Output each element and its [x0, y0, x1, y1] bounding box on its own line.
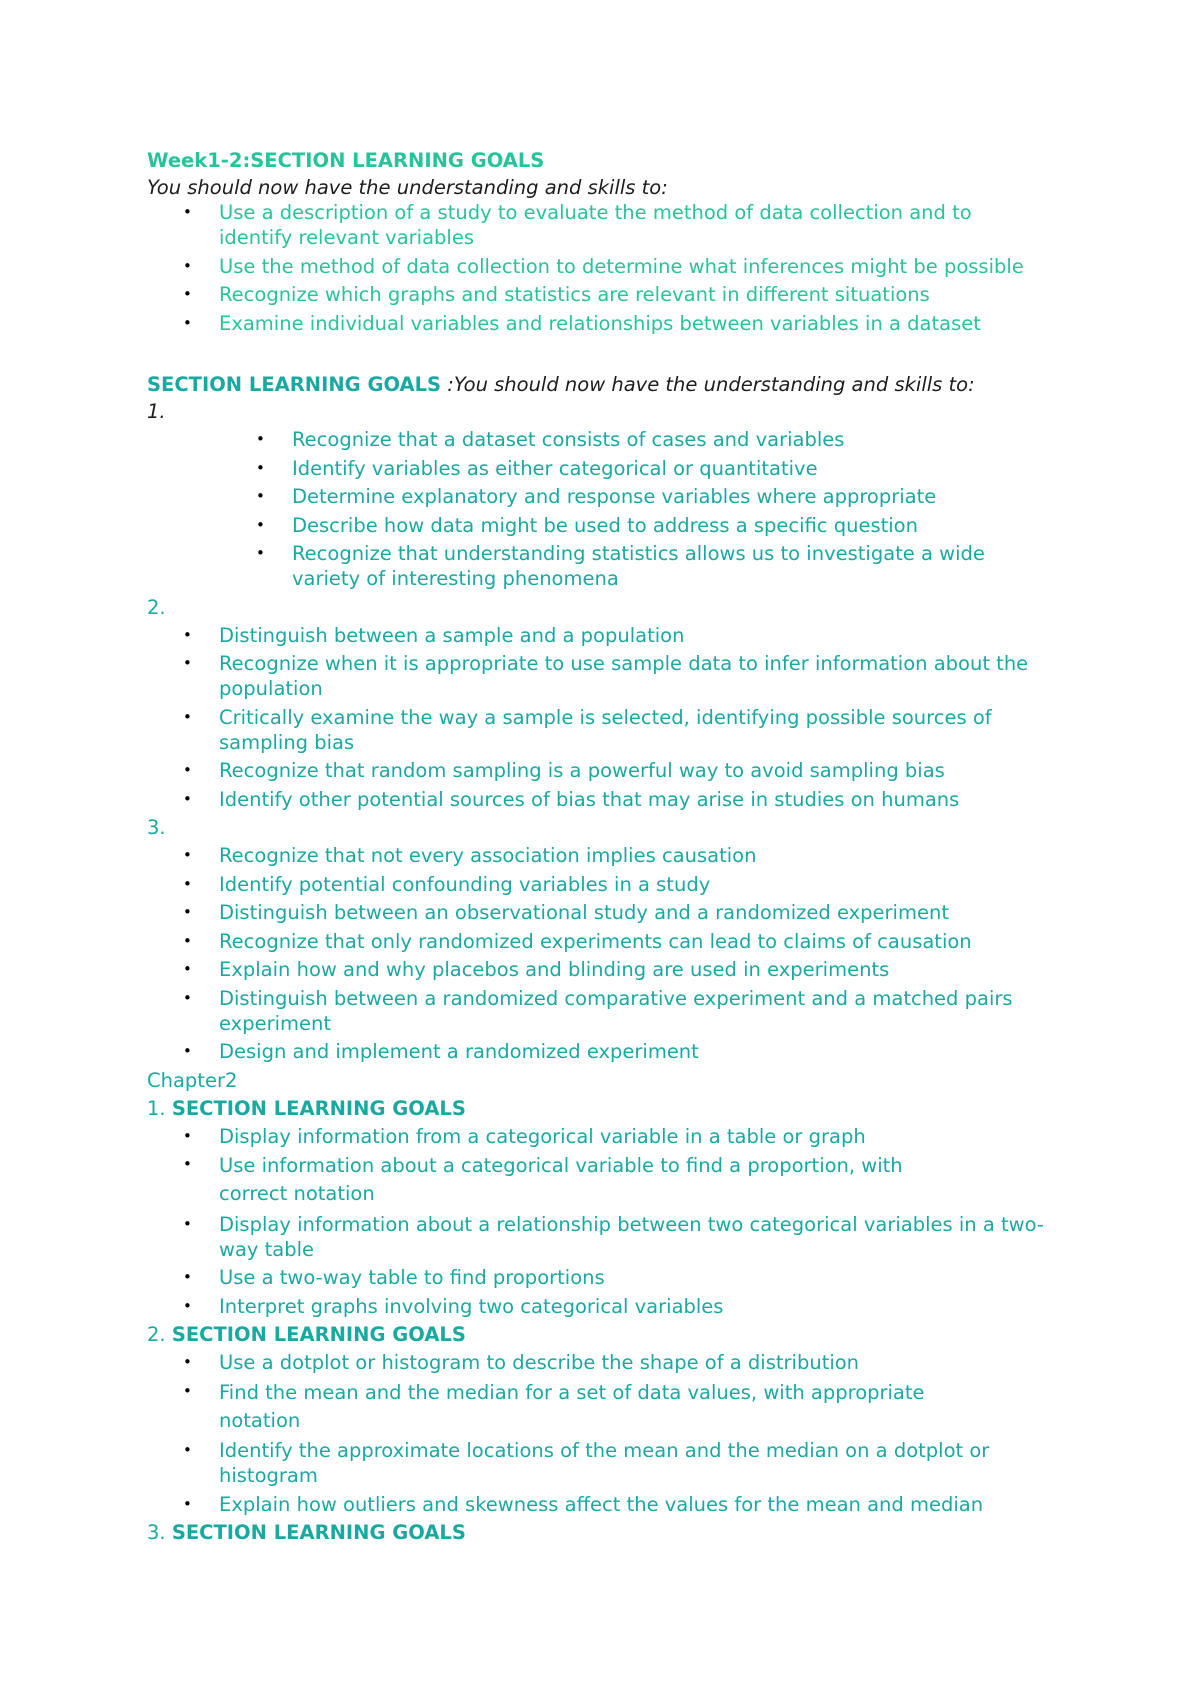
bullet-icon: • — [183, 1268, 192, 1286]
bullet-icon: • — [256, 515, 265, 534]
week-heading: Week1-2:SECTION LEARNING GOALS — [147, 149, 545, 172]
bullet-icon: • — [183, 931, 192, 950]
list-item: • Critically examine the way a sample is selected, identifying possible sources of sampling bias — [183, 705, 992, 754]
bullet-icon: • — [183, 1155, 192, 1173]
bullet-icon: • — [256, 487, 265, 505]
bullet-icon: • — [183, 313, 192, 332]
list-item: • Use a two-way table to find proportions — [183, 1266, 605, 1289]
part-number: 2. — [147, 595, 166, 619]
bullet-icon: • — [183, 707, 192, 726]
list-item: • Distinguish between a sample and a population — [183, 623, 685, 647]
list-item: • Find the mean and the median for a set of data values, with appropriate notation — [183, 1380, 925, 1432]
bullet-icon: • — [183, 1381, 192, 1400]
bullet-icon: • — [183, 789, 192, 808]
bullet-icon: • — [183, 846, 192, 864]
bullet-icon: • — [183, 988, 192, 1007]
chapter-section-heading: 2. SECTION LEARNING GOALS — [147, 1323, 466, 1346]
chapter-section-heading: 3. SECTION LEARNING GOALS — [147, 1521, 466, 1544]
week-goal-list — [147, 200, 1107, 336]
list-item: • Recognize that random sampling is a powerful way to avoid sampling bias — [183, 759, 945, 782]
bullet-icon: • — [183, 1494, 192, 1513]
section-heading-line — [147, 372, 1107, 397]
list-item: • Recognize which graphs and statistics are relevant in different situations — [183, 283, 930, 306]
bullet-icon: • — [183, 1126, 192, 1145]
list-item: • Use a description of a study to evaluate the method of data collection and to identify relevant variables — [183, 201, 972, 249]
bullet-icon: • — [256, 430, 265, 448]
week-intro: You should now have the understanding and skills to: — [147, 176, 668, 199]
list-item: • Design and implement a randomized experiment — [183, 1040, 699, 1063]
bullet-icon: • — [256, 544, 265, 562]
document-content — [147, 148, 1107, 1545]
chapter-title: Chapter2 — [147, 1068, 238, 1092]
list-item: • Recognize that not every association implies causation — [183, 844, 757, 867]
bullet-icon: • — [183, 1214, 192, 1233]
bullet-icon: • — [183, 1441, 192, 1459]
list-item: • Identify the approximate locations of the mean and the median on a dotplot or histogram — [183, 1439, 990, 1487]
list-item: • Describe how data might be used to address a specific question — [256, 513, 918, 537]
chapter-section-heading: 1. SECTION LEARNING GOALS — [147, 1096, 466, 1120]
list-item: • Interpret graphs involving two categorical variables — [183, 1294, 724, 1318]
part-3-goal-list — [147, 843, 1107, 1064]
bullet-icon: • — [183, 874, 192, 893]
chapter2-section-1-list — [147, 1124, 1107, 1319]
part-number: 1. — [147, 400, 166, 423]
list-item: • Explain how and why placebos and blinding are used in experiments — [183, 958, 890, 981]
bullet-icon: • — [183, 1296, 192, 1315]
list-item: • Recognize that a dataset consists of cases and variables — [256, 428, 845, 451]
bullet-icon: • — [183, 256, 192, 275]
bullet-icon: • — [183, 285, 192, 303]
list-item: • Display information from a categorical variable in a table or graph — [183, 1124, 866, 1148]
list-item: • Determine explanatory and response variables where appropriate — [256, 485, 937, 508]
bullet-icon: • — [183, 654, 192, 672]
list-item: • Distinguish between a randomized comparative experiment and a matched pairs experiment — [183, 986, 1013, 1035]
list-item: • Use the method of data collection to determine what inferences might be possible — [183, 254, 1024, 278]
list-item: • Distinguish between an observational study and a randomized experiment — [183, 901, 949, 924]
spacer — [147, 339, 1107, 372]
list-item: • Use a dotplot or histogram to describe the shape of a distribution — [183, 1351, 860, 1374]
part-2-goal-list — [147, 623, 1107, 812]
list-item: • Display information about a relationship between two categorical variables in a two-way table — [183, 1212, 1044, 1261]
bullet-icon: • — [183, 960, 192, 978]
section-heading: SECTION LEARNING GOALS — [147, 373, 442, 396]
list-item: • Identify variables as either categorical or quantitative — [256, 456, 818, 480]
list-item: • Identify other potential sources of bias that may arise in studies on humans — [183, 787, 960, 811]
list-item: • Recognize when it is appropriate to use sample data to infer information about the population — [183, 652, 1029, 700]
part-number: 3. — [147, 816, 166, 839]
list-item: • Examine individual variables and relationships between variables in a dataset — [183, 311, 981, 335]
list-item: • Use information about a categorical variable to find a proportion, with correct notation — [183, 1154, 903, 1205]
list-item: • Identify potential confounding variables in a study — [183, 872, 711, 896]
bullet-icon: • — [183, 903, 192, 921]
bullet-icon: • — [183, 1353, 192, 1371]
bullet-icon: • — [183, 1042, 192, 1060]
section-intro: :You should now have the understanding and skills to: — [447, 373, 975, 396]
part-1-goal-list — [147, 427, 1107, 591]
chapter2-section-2-list — [147, 1350, 1107, 1517]
bullet-icon: • — [183, 203, 192, 221]
bullet-icon: • — [183, 625, 192, 644]
list-item: • Recognize that understanding statistics allows us to investigate a wide variety of interesting phenomena — [256, 542, 985, 590]
bullet-icon: • — [256, 458, 265, 477]
list-item: • Recognize that only randomized experiments can lead to claims of causation — [183, 929, 972, 953]
list-item: • Explain how outliers and skewness affect the values for the mean and median — [183, 1492, 984, 1516]
bullet-icon: • — [183, 761, 192, 779]
